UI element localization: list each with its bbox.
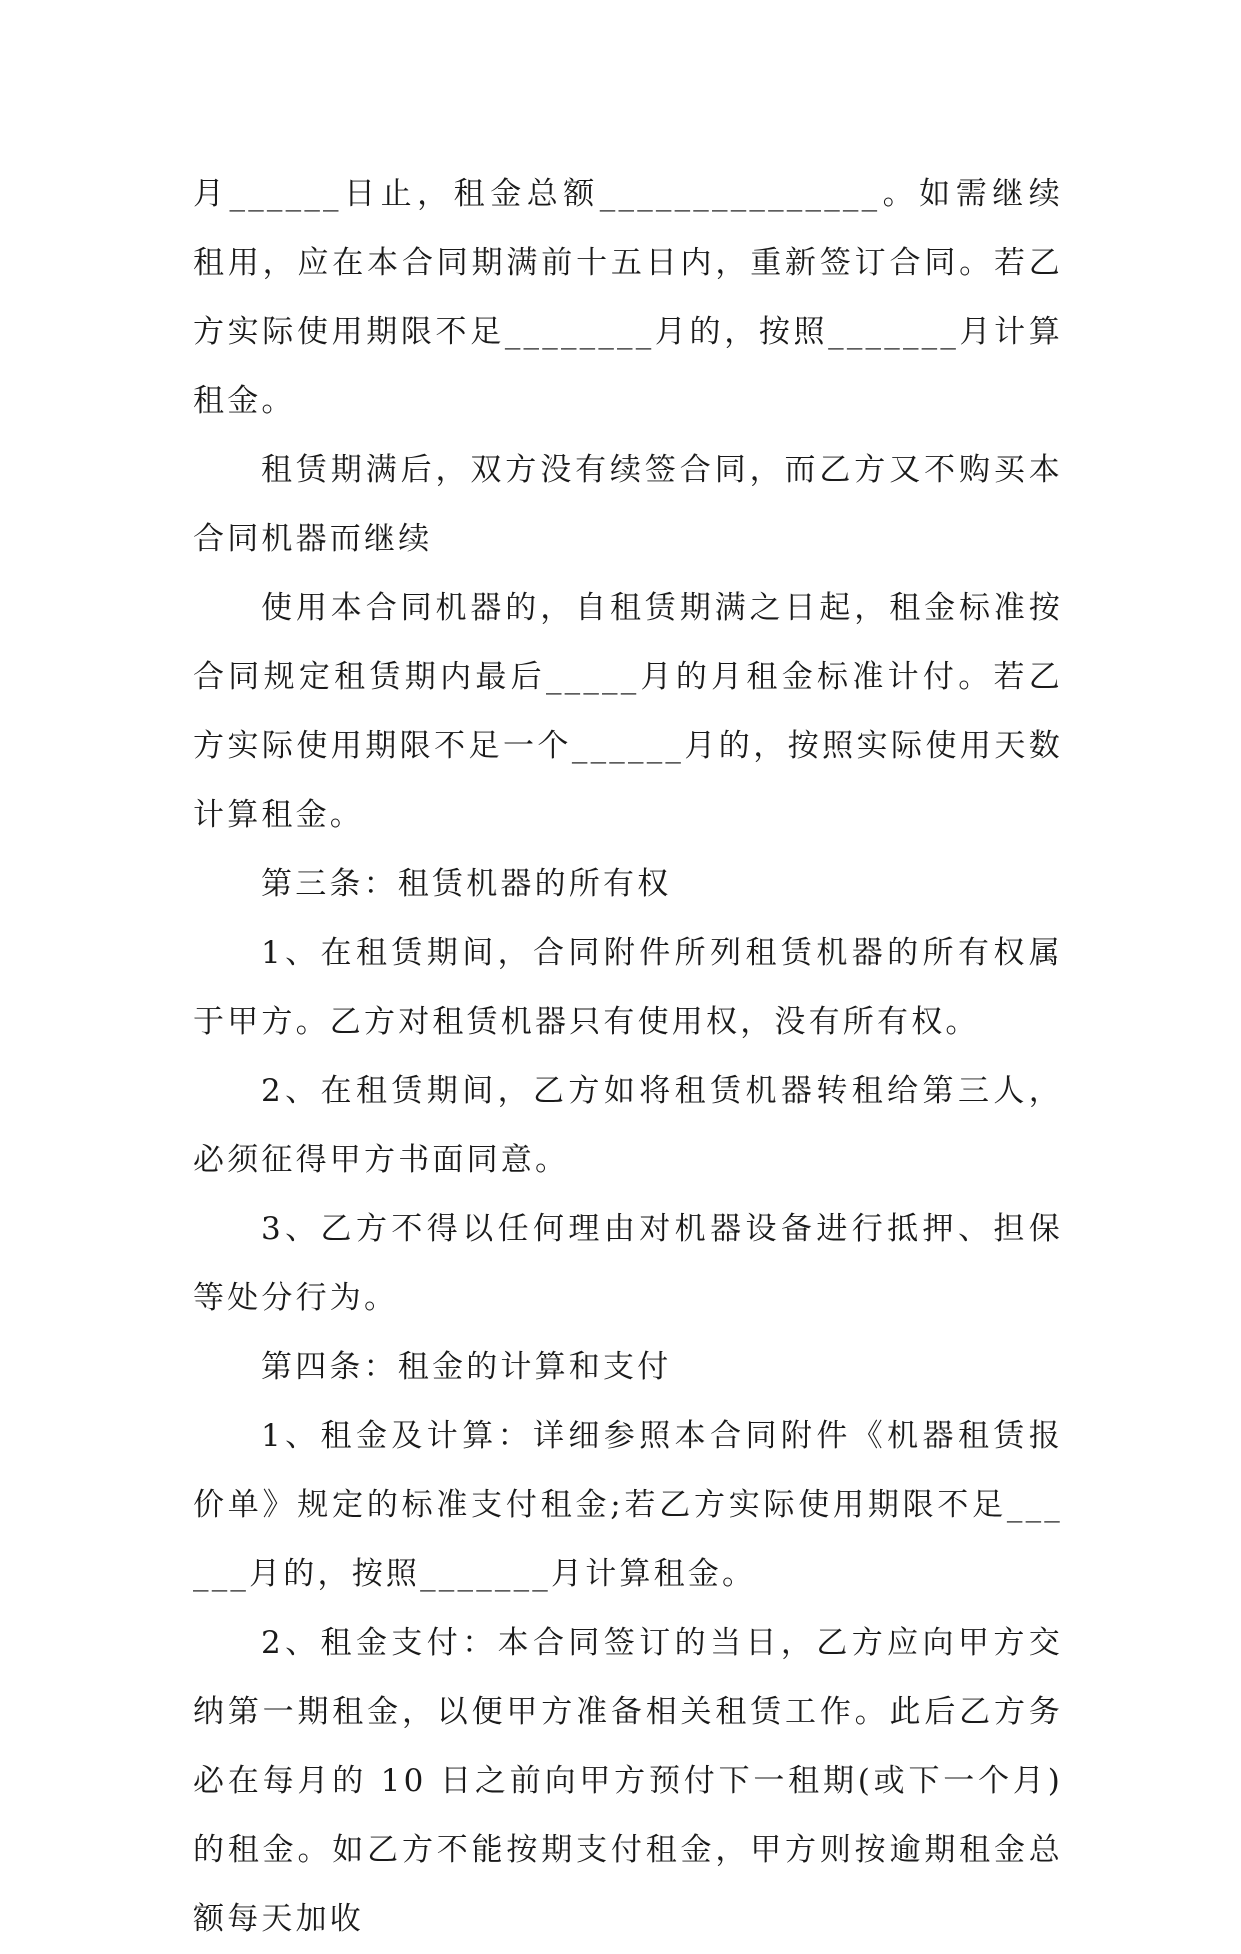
paragraph-rent-payment: 2、租金支付：本合同签订的当日，乙方应向甲方交纳第一期租金，以便甲方准备相关租赁工作。此后乙方务必在每月的 10 日之前向甲方预付下一租期(或下一个月)的租金。如乙方不能按期支付租金，甲方则按逾期租金总额每天加收 (193, 1625, 1063, 1937)
paragraph-ownership-1: 1、在租赁期间，合同附件所列租赁机器的所有权属于甲方。乙方对租赁机器只有使用权，没有所有权。 (193, 935, 1063, 1040)
paragraph-rent-calculation: 1、租金及计算：详细参照本合同附件《机器租赁报价单》规定的标准支付租金;若乙方实际使用期限不足______月的，按照_______月计算租金。 (193, 1418, 1063, 1592)
paragraph-rent-term: 月______日止，租金总额_______________。如需继续租用，应在本合同期满前十五日内，重新签订合同。若乙方实际使用期限不足________月的，按照_______月计算租金。 (193, 176, 1063, 419)
section-heading-ownership: 第三条：租赁机器的所有权 (261, 866, 672, 902)
document-body (193, 160, 1063, 1954)
paragraph-ownership-2: 2、在租赁期间，乙方如将租赁机器转租给第三人，必须征得甲方书面同意。 (193, 1073, 1063, 1178)
paragraph-after-expiry: 租赁期满后，双方没有续签合同，而乙方又不购买本合同机器而继续 (193, 452, 1063, 557)
paragraph-continued-use: 使用本合同机器的，自租赁期满之日起，租金标准按合同规定租赁期内最后_____月的月租金标准计付。若乙方实际使用期限不足一个______月的，按照实际使用天数计算租金。 (193, 590, 1063, 833)
section-heading-rent-payment: 第四条：租金的计算和支付 (261, 1349, 672, 1385)
paragraph-ownership-3: 3、乙方不得以任何理由对机器设备进行抵押、担保等处分行为。 (193, 1211, 1063, 1316)
